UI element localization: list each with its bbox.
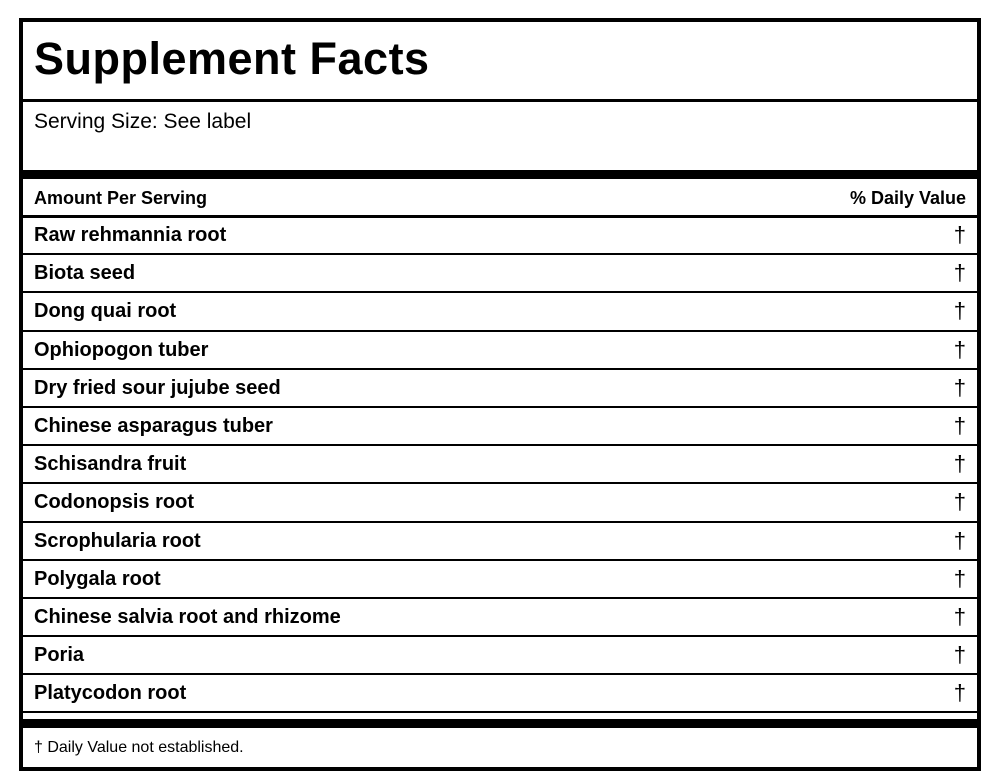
divider-thick-bottom (23, 719, 977, 728)
supplement-facts-panel (19, 18, 981, 771)
ingredient-row (23, 523, 977, 561)
ingredient-name: Dry fried sour jujube seed (34, 376, 281, 399)
dagger-symbol: † (953, 565, 966, 591)
ingredient-row (23, 637, 977, 675)
dagger-symbol: † (953, 680, 966, 706)
footnote: † Daily Value not established. (34, 739, 244, 756)
ingredient-name: Codonopsis root (34, 491, 194, 514)
ingredient-row (23, 332, 977, 370)
ingredient-name: Biota seed (34, 262, 136, 285)
ingredient-name: Polygala root (34, 567, 161, 590)
dagger-symbol: † (953, 222, 966, 247)
ingredient-name: Dong quai root (34, 300, 177, 323)
ingredient-name: Platycodon root (34, 682, 187, 705)
ingredient-name: Chinese salvia root and rhizome (34, 605, 341, 628)
ingredient-name: Ophiopogon tuber (34, 338, 209, 361)
ingredient-row (23, 293, 977, 331)
daily-value-label: % Daily Value (849, 188, 966, 208)
ingredient-row (23, 446, 977, 484)
dagger-symbol: † (953, 603, 966, 629)
divider-thick-top (23, 170, 977, 179)
ingredient-name: Poria (34, 644, 85, 667)
dagger-symbol: † (953, 489, 966, 515)
ingredient-row (23, 484, 977, 522)
ingredient-row (23, 370, 977, 408)
dagger-symbol: † (953, 298, 966, 324)
serving-size: Serving Size: See label (34, 110, 252, 133)
ingredient-row (23, 255, 977, 293)
ingredient-list (23, 217, 977, 713)
title-box (23, 22, 977, 102)
dagger-symbol: † (953, 642, 966, 668)
dagger-symbol: † (953, 336, 966, 362)
ingredient-name: Schisandra fruit (34, 453, 187, 476)
amount-per-serving-label: Amount Per Serving (34, 188, 208, 208)
ingredient-row (23, 408, 977, 446)
panel-title: Supplement Facts (34, 33, 430, 84)
ingredient-name: Chinese asparagus tuber (34, 414, 273, 437)
ingredient-row (23, 561, 977, 599)
dagger-symbol: † (953, 412, 966, 438)
dagger-symbol: † (953, 260, 966, 286)
dagger-symbol: † (953, 527, 966, 553)
ingredient-row (23, 675, 977, 713)
dagger-symbol: † (953, 374, 966, 400)
column-header-row (23, 179, 977, 218)
dagger-symbol: † (953, 451, 966, 477)
ingredient-name: Raw rehmannia root (34, 224, 227, 246)
ingredient-name: Scrophularia root (34, 529, 201, 552)
ingredient-row (23, 599, 977, 637)
ingredient-row (23, 217, 977, 255)
